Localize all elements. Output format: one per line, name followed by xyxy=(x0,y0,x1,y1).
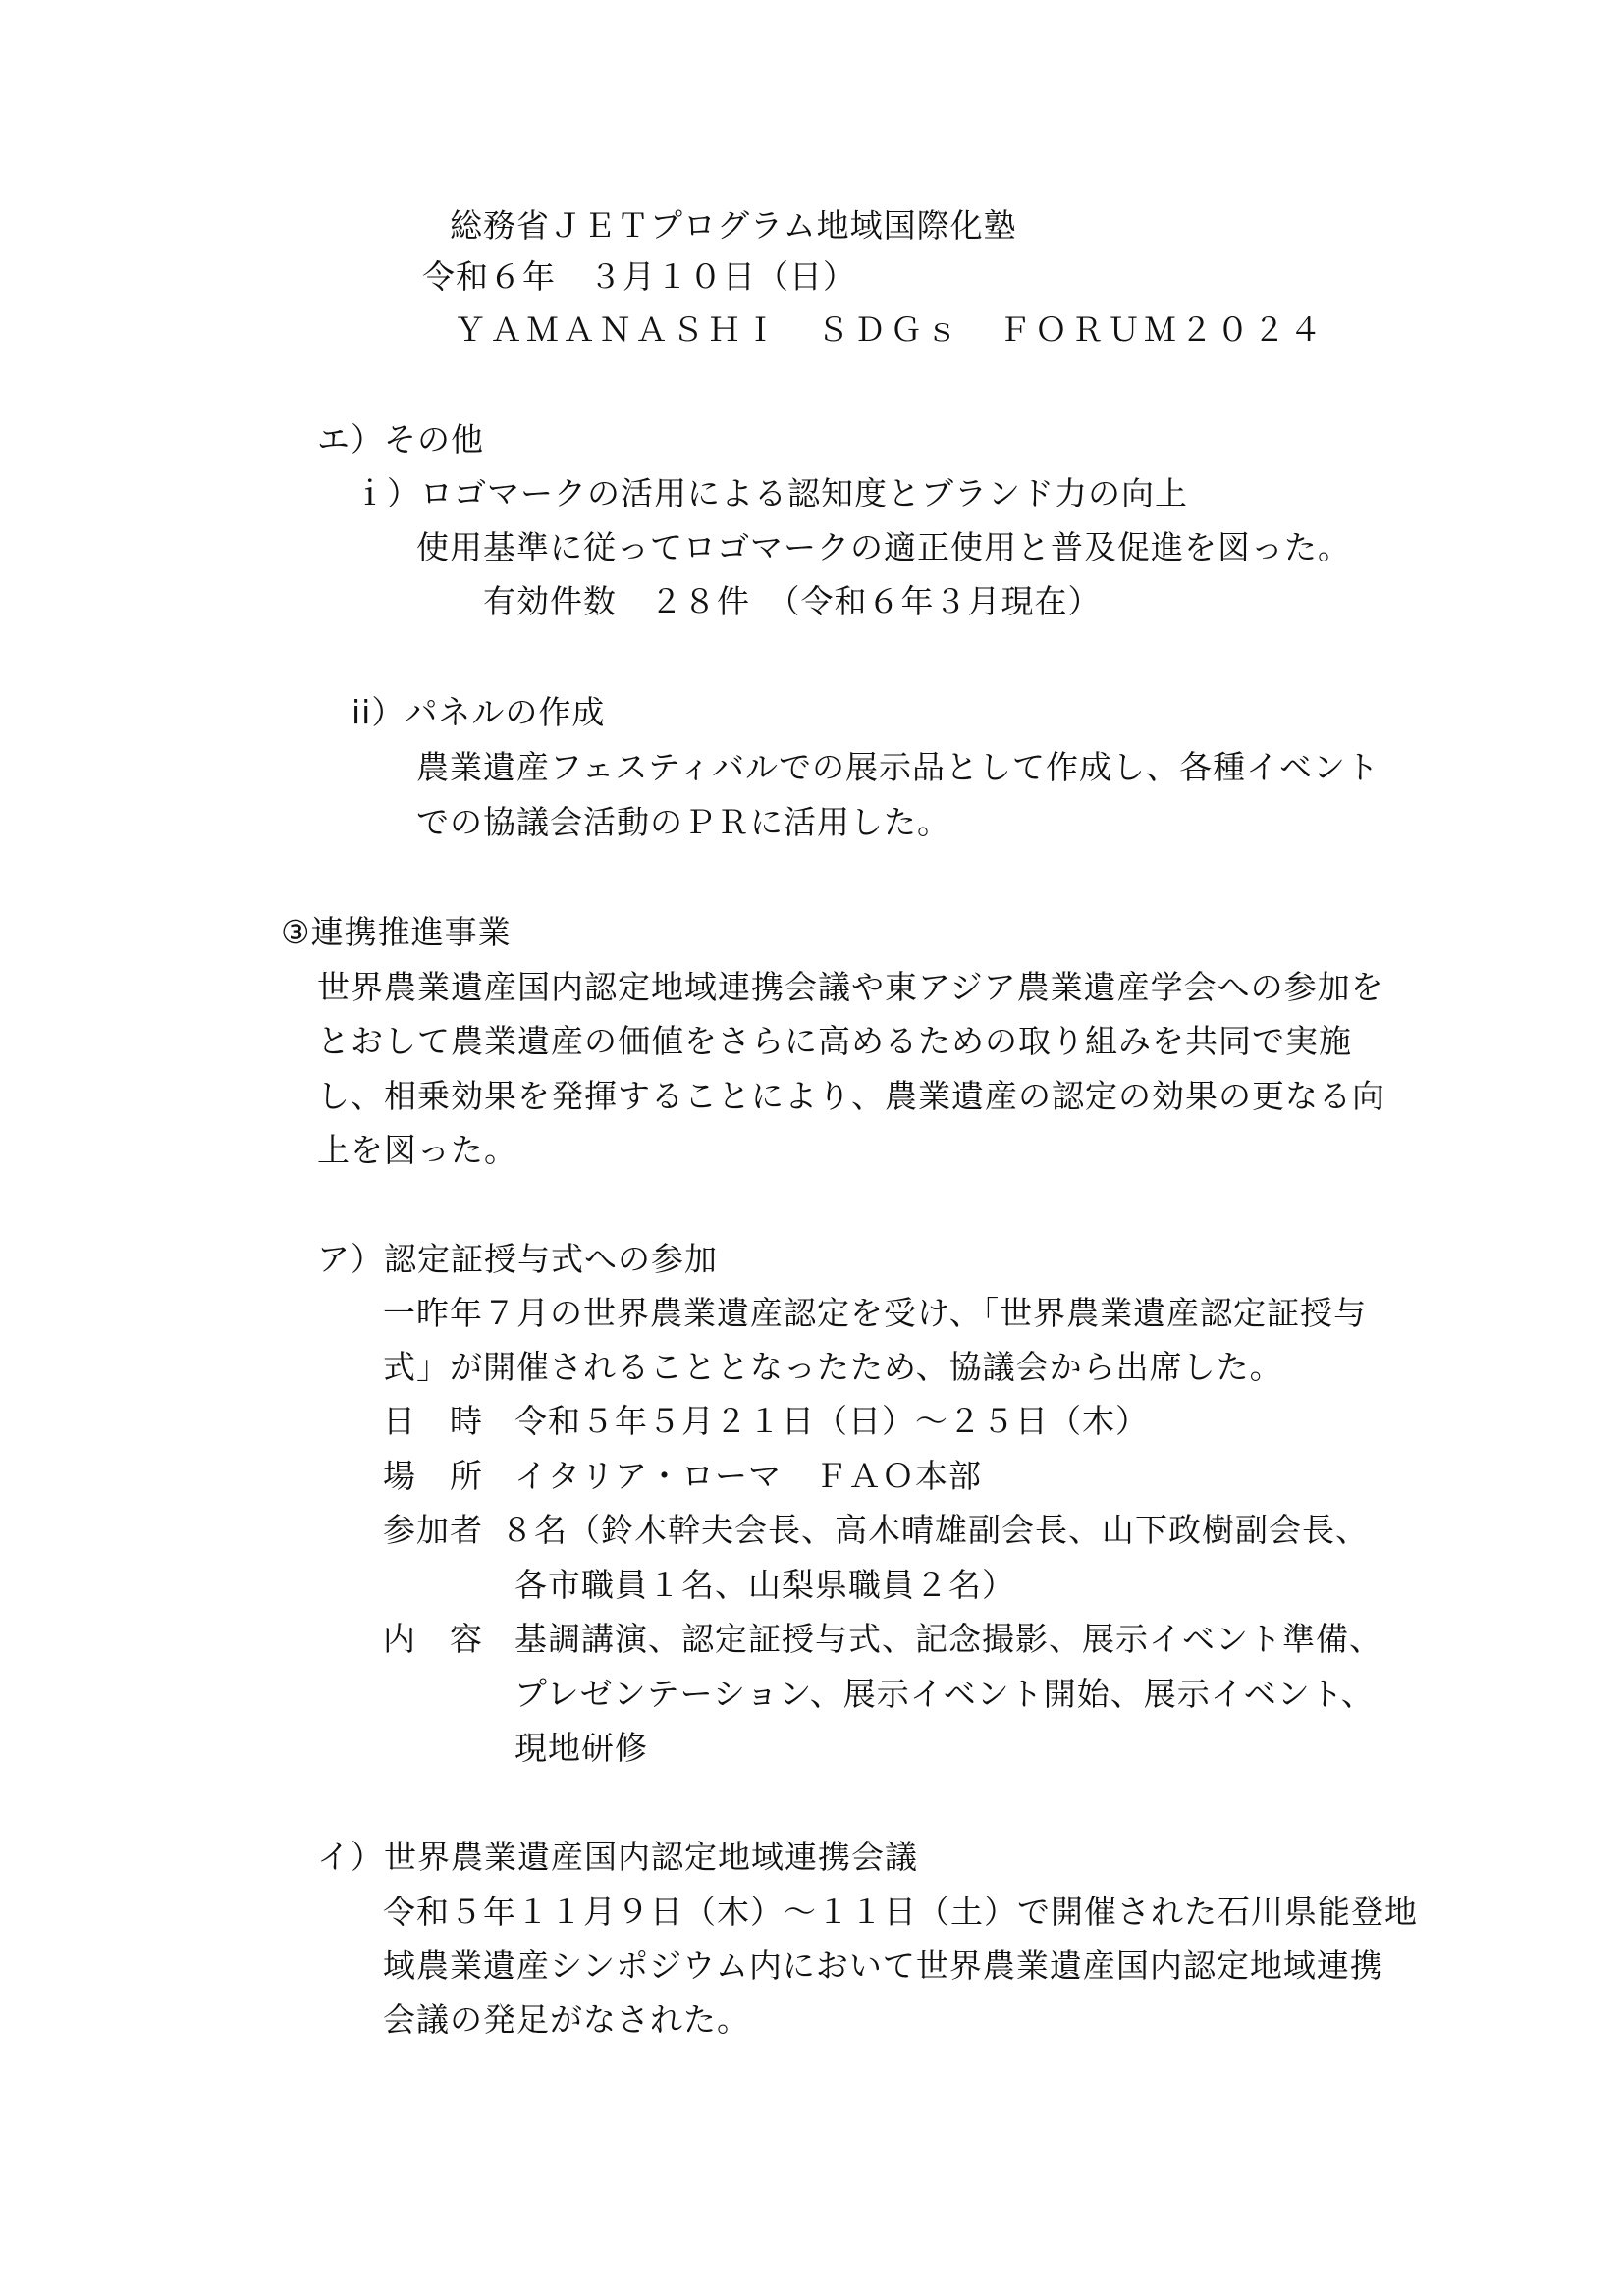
subsection-i-body-line-1: 令和５年１１月９日（木）～１１日（土）で開催された石川県能登地 xyxy=(383,1893,1418,1931)
subsection-a-heading: ア）認定証授与式への参加 xyxy=(317,1240,718,1278)
attendees-value-line-1: ８名（鈴木幹夫会長、高木晴雄副会長、山下政樹副会長、 xyxy=(501,1511,1369,1549)
subsection-i-body-line-3: 会議の発足がなされた。 xyxy=(383,2001,750,2039)
attendees-label: 参加者 xyxy=(383,1511,483,1549)
section3-body-line-1: 世界農業遺産国内認定地域連携会議や東アジア農業遺産学会への参加を xyxy=(317,968,1384,1006)
place-value: イタリア・ローマ ＦＡＯ本部 xyxy=(514,1457,982,1495)
item1-body: 使用基準に従ってロゴマークの適正使用と普及促進を図った。 xyxy=(416,528,1351,566)
item2-body-line-1: 農業遺産フェスティバルでの展示品として作成し、各種イベント xyxy=(416,748,1380,786)
subsection-i-body-line-2: 域農業遺産シンポジウム内において世界農業遺産国内認定地域連携 xyxy=(383,1947,1383,1985)
item1-heading: ｉ）ロゴマークの活用による認知度とブランド力の向上 xyxy=(353,474,1188,512)
content-value-line-1: 基調講演、認定証授与式、記念撮影、展示イベント準備、 xyxy=(514,1620,1382,1658)
item1-count: 有効件数 ２８件 （令和６年３月現在） xyxy=(483,582,1102,620)
content-label: 内 容 xyxy=(383,1620,483,1658)
event-name: ＹＡＭＡＮＡＳＨＩ ＳＤＧｓ ＦＯＲＵＭ２０２４ xyxy=(454,310,1326,348)
date-value: 令和５年５月２１日（日）～２５日（木） xyxy=(514,1402,1149,1440)
section-e-heading: エ）その他 xyxy=(317,420,484,458)
section3-body-line-3: し、相乗効果を発揮することにより、農業遺産の認定の効果の更なる向 xyxy=(317,1077,1385,1115)
section3-body-line-2: とおして農業遺産の価値をさらに高めるための取り組みを共同で実施 xyxy=(317,1022,1352,1060)
content-value-line-2: プレゼンテーション、展示イベント開始、展示イベント、 xyxy=(514,1675,1375,1713)
subsection-i-heading: イ）世界農業遺産国内認定地域連携会議 xyxy=(317,1838,918,1876)
attendees-value-line-2: 各市職員１名、山梨県職員２名） xyxy=(514,1566,1015,1604)
date-label: 日 時 xyxy=(383,1402,483,1440)
subsection-a-body-line-1: 一昨年７月の世界農業遺産認定を受け、「世界農業遺産認定証授与 xyxy=(383,1294,1368,1332)
section3-body-line-4: 上を図った。 xyxy=(317,1131,517,1169)
section3-heading: ③連携推進事業 xyxy=(281,913,512,951)
subsection-a-body-line-2: 式」が開催されることとなったため、協議会から出席した。 xyxy=(383,1348,1283,1386)
item2-body-line-2: での協議会活動のＰＲに活用した。 xyxy=(416,803,950,841)
event-date: 令和６年 ３月１０日（日） xyxy=(422,257,856,295)
item2-heading: ii）パネルの作成 xyxy=(352,693,606,731)
event-organizer: 総務省ＪＥＴプログラム地域国際化塾 xyxy=(450,206,1017,244)
content-value-line-3: 現地研修 xyxy=(514,1729,648,1767)
place-label: 場 所 xyxy=(383,1457,483,1495)
